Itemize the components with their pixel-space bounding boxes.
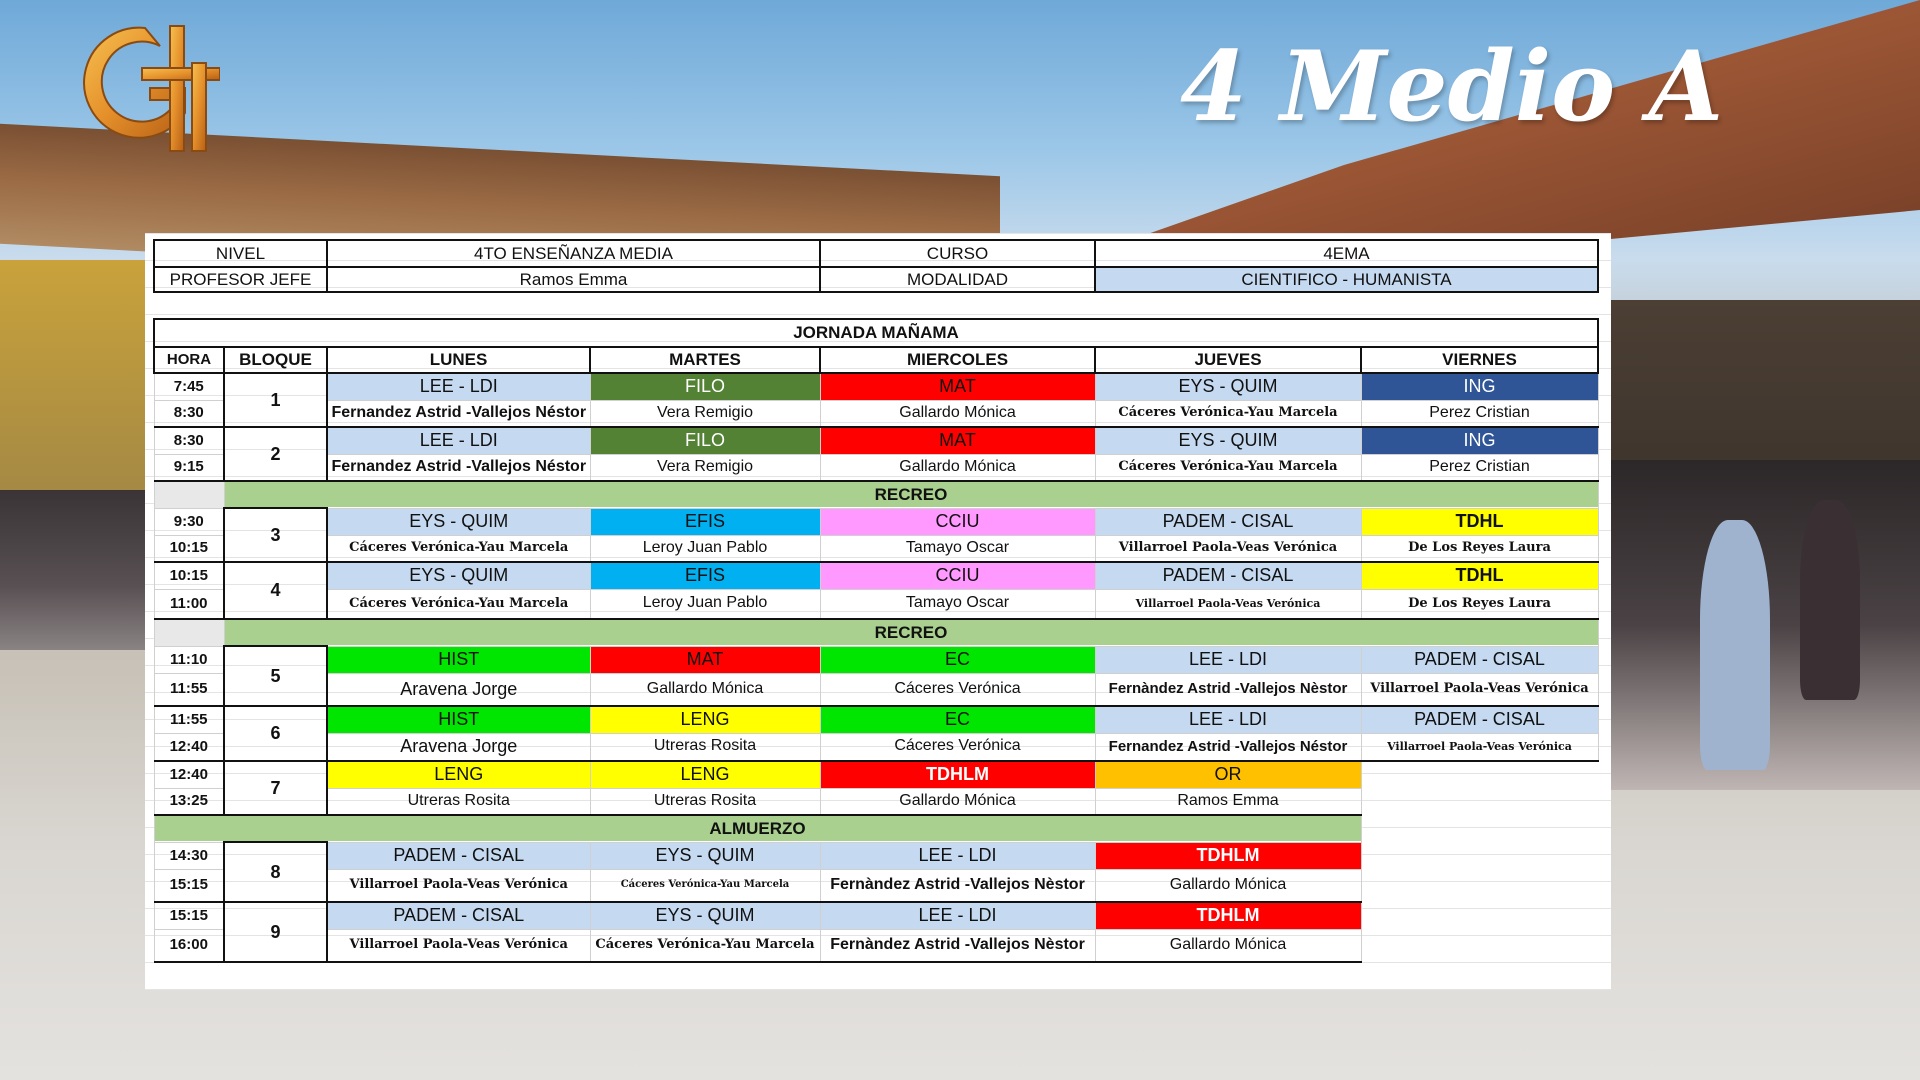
subject-cell: TDHLM [1095, 902, 1361, 929]
subject-cell: FILO [590, 427, 820, 454]
teacher-cell: Perez Cristian [1361, 400, 1598, 427]
teacher-cell: Villarroel Paola-Veas Verónica [1361, 733, 1598, 761]
modalidad-label: MODALIDAD [820, 267, 1095, 292]
students-left [0, 490, 150, 650]
subject-cell: LENG [327, 761, 590, 788]
subject-cell: TDHL [1361, 562, 1598, 589]
modalidad-value: CIENTIFICO - HUMANISTA [1095, 267, 1598, 292]
teacher-cell: Fernàndez Astrid -Vallejos Nèstor [820, 869, 1095, 902]
subject-cell: LENG [590, 706, 820, 733]
nivel-value: 4TO ENSEÑANZA MEDIA [327, 240, 820, 267]
subject-cell: MAT [820, 427, 1095, 454]
subject-cell: PADEM - CISAL [327, 842, 590, 869]
school-logo-icon [70, 18, 220, 153]
subject-cell: TDHLM [1095, 842, 1361, 869]
teacher-cell: Villarroel Paola-Veas Verónica [1095, 535, 1361, 562]
bloque-number: 8 [224, 842, 327, 902]
student-figure [1800, 500, 1860, 700]
teacher-cell: Gallardo Mónica [590, 673, 820, 706]
teacher-cell: Utreras Rosita [590, 733, 820, 761]
start-time: 12:40 [154, 761, 224, 788]
subject-cell: LEE - LDI [327, 373, 590, 400]
empty-cell [1361, 761, 1598, 788]
teacher-cell: Cáceres Verónica-Yau Marcela [1095, 400, 1361, 427]
start-time: 11:55 [154, 706, 224, 733]
subject-cell: MAT [590, 646, 820, 673]
recreo-spacer [154, 619, 224, 646]
header-miercoles: MIERCOLES [820, 347, 1095, 373]
subject-cell: EYS - QUIM [1095, 427, 1361, 454]
subject-cell: PADEM - CISAL [1361, 646, 1598, 673]
teacher-cell: Cáceres Verónica-Yau Marcela [327, 589, 590, 619]
start-time: 15:15 [154, 902, 224, 929]
subject-cell: EFIS [590, 562, 820, 589]
teacher-cell: Aravena Jorge [327, 733, 590, 761]
recreo-band: RECREO [224, 481, 1598, 508]
bloque-number: 5 [224, 646, 327, 706]
header-martes: MARTES [590, 347, 820, 373]
subject-cell: LEE - LDI [1095, 646, 1361, 673]
almuerzo-band: ALMUERZO [154, 815, 1361, 842]
teacher-cell: Gallardo Mónica [820, 788, 1095, 815]
empty-cell [1361, 869, 1598, 902]
teacher-cell: Gallardo Mónica [820, 454, 1095, 481]
start-time: 7:45 [154, 373, 224, 400]
empty-cell [1361, 929, 1598, 962]
header-jueves: JUEVES [1095, 347, 1361, 373]
teacher-cell: Gallardo Mónica [1095, 869, 1361, 902]
end-time: 11:55 [154, 673, 224, 706]
teacher-cell: Perez Cristian [1361, 454, 1598, 481]
teacher-cell: Fernandez Astrid -Vallejos Néstor [1095, 733, 1361, 761]
subject-cell: LENG [590, 761, 820, 788]
subject-cell: TDHL [1361, 508, 1598, 535]
subject-cell: PADEM - CISAL [1361, 706, 1598, 733]
subject-cell: LEE - LDI [1095, 706, 1361, 733]
subject-cell: EYS - QUIM [1095, 373, 1361, 400]
start-time: 9:30 [154, 508, 224, 535]
subject-cell: CCIU [820, 562, 1095, 589]
empty-cell [1361, 902, 1598, 929]
teacher-cell: Fernandez Astrid -Vallejos Néstor [327, 454, 590, 481]
bloque-number: 4 [224, 562, 327, 619]
bloque-number: 6 [224, 706, 327, 761]
empty-cell [1361, 842, 1598, 869]
teacher-cell: Fernandez Astrid -Vallejos Néstor [327, 400, 590, 427]
spacer-row [154, 292, 1598, 319]
subject-cell: HIST [327, 646, 590, 673]
end-time: 11:00 [154, 589, 224, 619]
teacher-cell: Gallardo Mónica [820, 400, 1095, 427]
subject-cell: OR [1095, 761, 1361, 788]
start-time: 10:15 [154, 562, 224, 589]
teacher-cell: Ramos Emma [1095, 788, 1361, 815]
teacher-cell: Leroy Juan Pablo [590, 589, 820, 619]
subject-cell: TDHLM [820, 761, 1095, 788]
teacher-cell: Tamayo Oscar [820, 589, 1095, 619]
end-time: 13:25 [154, 788, 224, 815]
teacher-cell: Cáceres Verónica [820, 673, 1095, 706]
curso-value: 4EMA [1095, 240, 1598, 267]
teacher-cell: Vera Remigio [590, 454, 820, 481]
subject-cell: EYS - QUIM [590, 902, 820, 929]
curso-label: CURSO [820, 240, 1095, 267]
bloque-number: 9 [224, 902, 327, 962]
teacher-cell: Fernàndez Astrid -Vallejos Nèstor [1095, 673, 1361, 706]
teacher-cell: Utreras Rosita [590, 788, 820, 815]
teacher-cell: Cáceres Verónica-Yau Marcela [590, 929, 820, 962]
teacher-cell: Cáceres Verónica-Yau Marcela [1095, 454, 1361, 481]
teacher-cell: Utreras Rosita [327, 788, 590, 815]
schedule-sheet [145, 233, 1611, 990]
subject-cell: HIST [327, 706, 590, 733]
bloque-number: 7 [224, 761, 327, 815]
header-hora: HORA [154, 347, 224, 373]
subject-cell: LEE - LDI [820, 842, 1095, 869]
subject-cell: ING [1361, 427, 1598, 454]
subject-cell: PADEM - CISAL [1095, 508, 1361, 535]
bloque-number: 1 [224, 373, 327, 427]
student-figure [1700, 520, 1770, 770]
bloque-number: 3 [224, 508, 327, 562]
teacher-cell: Villarroel Paola-Veas Verónica [1095, 589, 1361, 619]
recreo-spacer [154, 481, 224, 508]
teacher-cell: De Los Reyes Laura [1361, 535, 1598, 562]
empty-cell [1361, 788, 1598, 815]
end-time: 8:30 [154, 400, 224, 427]
teacher-cell: Cáceres Verónica-Yau Marcela [590, 869, 820, 902]
start-time: 8:30 [154, 427, 224, 454]
teacher-cell: Gallardo Mónica [1095, 929, 1361, 962]
end-time: 16:00 [154, 929, 224, 962]
end-time: 9:15 [154, 454, 224, 481]
end-time: 15:15 [154, 869, 224, 902]
header-lunes: LUNES [327, 347, 590, 373]
subject-cell: PADEM - CISAL [1095, 562, 1361, 589]
empty-cell [1361, 815, 1598, 842]
recreo-band: RECREO [224, 619, 1598, 646]
subject-cell: CCIU [820, 508, 1095, 535]
subject-cell: ING [1361, 373, 1598, 400]
nivel-label: NIVEL [154, 240, 327, 267]
subject-cell: MAT [820, 373, 1095, 400]
teacher-cell: Aravena Jorge [327, 673, 590, 706]
subject-cell: LEE - LDI [820, 902, 1095, 929]
subject-cell: EFIS [590, 508, 820, 535]
start-time: 14:30 [154, 842, 224, 869]
header-viernes: VIERNES [1361, 347, 1598, 373]
teacher-cell: Villarroel Paola-Veas Verónica [327, 869, 590, 902]
teacher-cell: Fernàndez Astrid -Vallejos Nèstor [820, 929, 1095, 962]
teacher-cell: De Los Reyes Laura [1361, 589, 1598, 619]
teacher-cell: Villarroel Paola-Veas Verónica [1361, 673, 1598, 706]
page-title: 4 Medio A [1180, 30, 1724, 143]
subject-cell: EYS - QUIM [590, 842, 820, 869]
teacher-cell: Villarroel Paola-Veas Verónica [327, 929, 590, 962]
teacher-cell: Tamayo Oscar [820, 535, 1095, 562]
teacher-cell: Cáceres Verónica [820, 733, 1095, 761]
subject-cell: PADEM - CISAL [327, 902, 590, 929]
teacher-cell: Cáceres Verónica-Yau Marcela [327, 535, 590, 562]
end-time: 12:40 [154, 733, 224, 761]
start-time: 11:10 [154, 646, 224, 673]
bloque-number: 2 [224, 427, 327, 481]
jornada-title: JORNADA MAÑAMA [154, 319, 1598, 347]
profesor-label: PROFESOR JEFE [154, 267, 327, 292]
subject-cell: EYS - QUIM [327, 562, 590, 589]
subject-cell: LEE - LDI [327, 427, 590, 454]
end-time: 10:15 [154, 535, 224, 562]
subject-cell: FILO [590, 373, 820, 400]
teacher-cell: Leroy Juan Pablo [590, 535, 820, 562]
profesor-value: Ramos Emma [327, 267, 820, 292]
schedule-table [153, 239, 1599, 963]
subject-cell: EC [820, 646, 1095, 673]
header-bloque: BLOQUE [224, 347, 327, 373]
teacher-cell: Vera Remigio [590, 400, 820, 427]
subject-cell: EYS - QUIM [327, 508, 590, 535]
subject-cell: EC [820, 706, 1095, 733]
